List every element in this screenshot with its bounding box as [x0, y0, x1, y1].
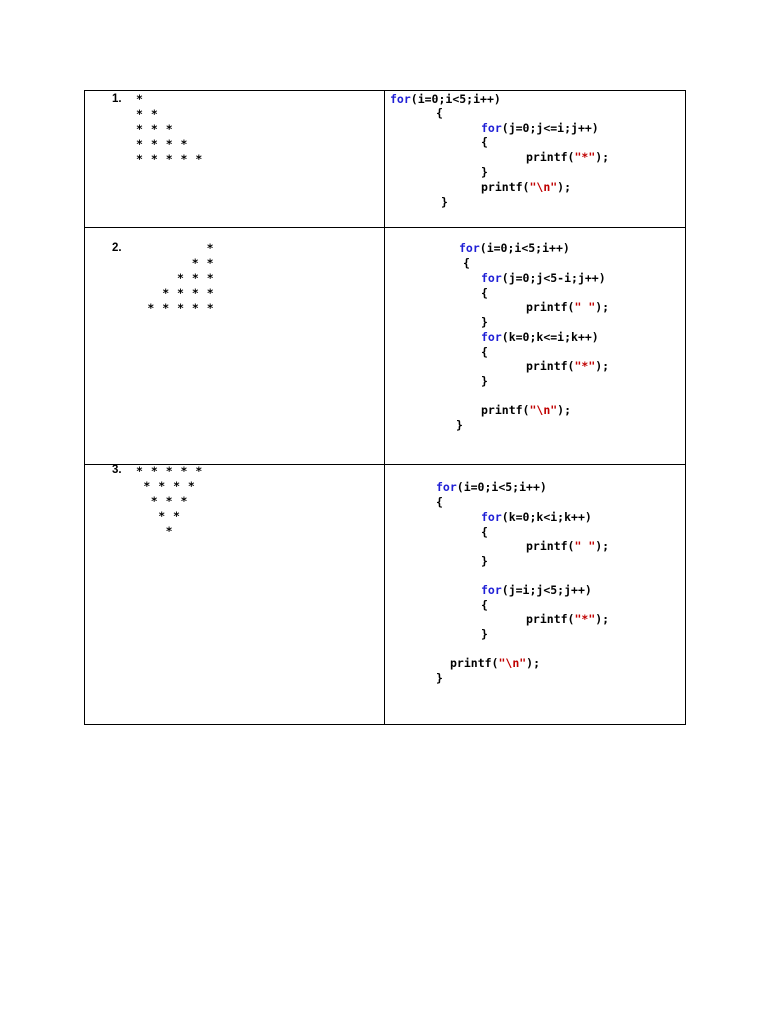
- code-line: [436, 671, 443, 685]
- code-line: [463, 256, 470, 270]
- code-line: [481, 345, 488, 359]
- code-text: {: [436, 106, 443, 120]
- star-pattern-line: * * *: [177, 271, 215, 285]
- code-text: printf(: [450, 656, 499, 670]
- code-line: [481, 510, 592, 524]
- star-pattern-line: *: [165, 524, 174, 538]
- code-keyword: for: [481, 510, 502, 524]
- code-keyword: for: [436, 480, 457, 494]
- code-text: (j=0;j<5-i;j++): [501, 271, 606, 285]
- star-pattern-line: * * * *: [143, 479, 196, 493]
- code-line: [481, 554, 488, 568]
- code-line: [390, 92, 501, 106]
- code-text: printf(: [481, 403, 530, 417]
- code-text: }: [481, 315, 488, 329]
- code-line: [481, 583, 592, 597]
- code-line: [481, 598, 488, 612]
- star-pattern-line: * *: [136, 107, 159, 121]
- code-line: [481, 525, 488, 539]
- code-text: );: [595, 539, 610, 553]
- code-keyword: for: [481, 271, 502, 285]
- code-text: (i=0;i<5;i++): [410, 92, 501, 106]
- code-line: [436, 495, 443, 509]
- code-text: {: [436, 495, 443, 509]
- code-text: (k=0;k<=i;k++): [501, 330, 599, 344]
- code-keyword: for: [481, 121, 502, 135]
- star-pattern-line: * *: [158, 509, 181, 523]
- code-text: {: [481, 598, 488, 612]
- star-pattern-line: * *: [191, 256, 215, 270]
- row-number: 2.: [112, 242, 122, 254]
- star-pattern-line: *: [136, 92, 144, 106]
- code-text: (i=0;i<5;i++): [456, 480, 547, 494]
- code-line: [481, 121, 599, 135]
- code-keyword: for: [390, 92, 411, 106]
- code-line: [436, 106, 443, 120]
- code-string: "\n": [529, 403, 558, 417]
- code-keyword: for: [459, 241, 480, 255]
- star-pattern-line: * * * *: [136, 137, 188, 151]
- code-text: printf(: [526, 300, 575, 314]
- code-line: [526, 150, 609, 164]
- code-string: "*": [574, 612, 596, 626]
- code-text: }: [481, 627, 488, 641]
- code-text: (j=0;j<=i;j++): [501, 121, 599, 135]
- code-line: [526, 359, 609, 373]
- code-line: [481, 165, 488, 179]
- code-text: }: [481, 374, 488, 388]
- pattern-table: [84, 90, 686, 725]
- code-line: [526, 539, 609, 553]
- code-text: printf(: [526, 359, 575, 373]
- code-line: [526, 300, 609, 314]
- code-text: }: [436, 671, 443, 685]
- code-text: {: [463, 256, 470, 270]
- code-text: );: [595, 359, 610, 373]
- star-pattern-line: *: [206, 241, 215, 255]
- star-pattern-line: * * * *: [162, 286, 215, 300]
- code-text: }: [481, 554, 488, 568]
- code-string: "*": [574, 359, 596, 373]
- column-divider: [384, 91, 385, 724]
- code-text: );: [595, 612, 610, 626]
- code-line: [481, 330, 599, 344]
- code-text: printf(: [481, 180, 530, 194]
- code-line: [456, 418, 463, 432]
- code-line: [481, 627, 488, 641]
- row-divider: [85, 227, 685, 228]
- code-line: [481, 315, 488, 329]
- code-line: [481, 403, 571, 417]
- star-pattern-line: * * * * *: [147, 301, 215, 315]
- code-line: [481, 180, 571, 194]
- code-text: printf(: [526, 539, 575, 553]
- star-pattern-line: * * * * *: [136, 152, 203, 166]
- code-text: (k=0;k<i;k++): [501, 510, 592, 524]
- code-line: [436, 480, 547, 494]
- code-text: }: [456, 418, 463, 432]
- code-text: );: [526, 656, 541, 670]
- code-keyword: for: [481, 330, 502, 344]
- row-number: 3.: [112, 464, 122, 476]
- code-keyword: for: [481, 583, 502, 597]
- code-text: );: [595, 150, 610, 164]
- row-number: 1.: [112, 93, 122, 105]
- star-pattern-line: * * *: [136, 122, 174, 136]
- code-line: [526, 612, 609, 626]
- code-text: (i=0;i<5;i++): [479, 241, 570, 255]
- code-text: {: [481, 345, 488, 359]
- code-string: "*": [574, 150, 596, 164]
- code-text: {: [481, 525, 488, 539]
- code-string: "\n": [498, 656, 527, 670]
- code-text: printf(: [526, 150, 575, 164]
- code-line: [459, 241, 570, 255]
- code-text: );: [557, 403, 572, 417]
- code-text: );: [595, 300, 610, 314]
- code-text: {: [481, 286, 488, 300]
- star-pattern-line: * * * * *: [136, 464, 203, 478]
- code-text: }: [441, 195, 448, 209]
- code-string: " ": [574, 300, 596, 314]
- code-string: "\n": [529, 180, 558, 194]
- code-text: (j=i;j<5;j++): [501, 583, 592, 597]
- code-line: [481, 135, 488, 149]
- code-string: " ": [574, 539, 596, 553]
- code-line: [481, 271, 606, 285]
- code-line: [441, 195, 448, 209]
- code-line: [481, 374, 488, 388]
- code-line: [450, 656, 540, 670]
- code-text: }: [481, 165, 488, 179]
- code-text: );: [557, 180, 572, 194]
- code-text: printf(: [526, 612, 575, 626]
- code-line: [481, 286, 488, 300]
- star-pattern-line: * * *: [150, 494, 188, 508]
- code-text: {: [481, 135, 488, 149]
